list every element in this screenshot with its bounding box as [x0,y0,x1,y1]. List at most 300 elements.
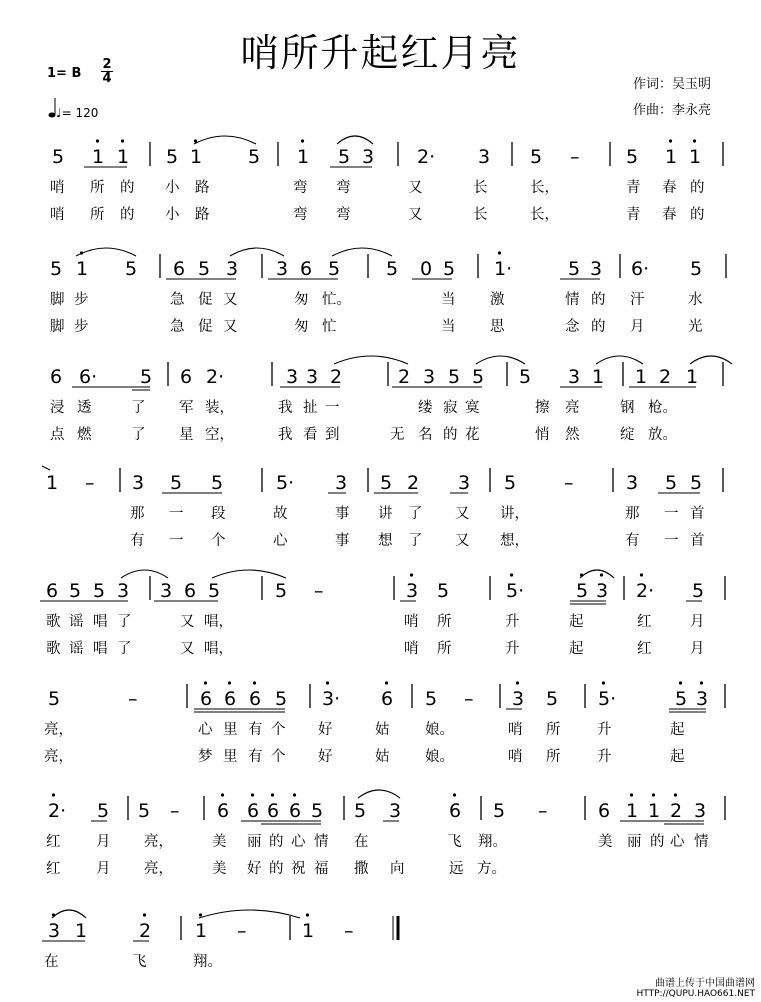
high-octave-dot [602,681,605,684]
slur [580,570,614,578]
lyric-char: 的 [269,834,284,850]
high-octave-dot [510,573,513,576]
lyric-char: 念 [565,319,580,335]
lyric-char: 激 [490,292,505,308]
lyric-char: 了 [408,506,423,522]
lyric-char: 长， [530,207,559,223]
lyric-char: 月 [96,861,111,877]
lyric-char: 段 [211,506,226,522]
slur [596,356,643,364]
lyric-char: 哨 [508,722,523,738]
lyric-char: 故 [273,506,288,522]
lyric-char: 花 [465,427,480,443]
lyric-char: 美 [598,834,613,850]
lyric-char: 撒 [354,861,369,877]
note: – [564,472,574,494]
lyric-char: 丽 [247,834,262,850]
lyric-char: 情 [565,292,580,308]
lyric-char: 哨 [50,207,65,223]
lyric-char: 的 [269,861,284,877]
high-octave-dot [228,681,231,684]
lyric-char: 然 [565,427,580,443]
high-octave-dot [453,793,456,796]
note: 5 [675,688,688,710]
high-octave-dot [669,139,672,142]
note: 3 [286,366,299,388]
lyric-char: 一 [325,400,340,416]
high-octave-dot [498,251,501,254]
high-octave-dot [121,139,124,142]
note: 3 [276,258,289,280]
lyric-char: 所 [437,614,452,630]
note: 5 [248,146,261,168]
time-signature-bottom: 4 [102,71,112,86]
note: 3· [322,688,341,710]
lyric-char: 悄 [535,427,550,443]
lyric-char: 姑 [375,749,390,765]
lyric-char: 亮， [44,749,73,765]
note: – [344,920,354,942]
lyric-char: 又 [223,319,238,335]
high-octave-dot [630,793,633,796]
lyric-char: 心 [273,533,288,549]
note: 5 [138,800,151,822]
note: 1 [76,258,89,280]
lyric-char: 的 [690,180,705,196]
lyric-char: 思 [490,319,505,335]
lyric-char: 远 [449,861,464,877]
note: 5 [166,146,179,168]
lyric-char: 丽 [627,834,642,850]
lyric-char: 星 [179,427,194,443]
note: – [570,146,580,168]
lyric-char: 里 [223,749,238,765]
lyric-char: 讲， [500,506,529,522]
lyric-char: 步 [74,319,89,335]
note: 5· [506,580,525,602]
lyric-char: 飞 [447,834,462,850]
lyric-char: 点 [50,427,65,443]
lyric-char: 歌 [46,614,61,630]
lyric-char: 军 [179,400,194,416]
lyric-char: 情 [314,834,329,850]
note: 1 [195,920,208,942]
slur [690,356,732,364]
high-octave-dot [251,793,254,796]
tempo-note-head [49,113,56,118]
lyric-char: 红 [46,834,61,850]
lyric-char: 光 [688,319,703,335]
note: – [128,688,138,710]
key-signature: 1= B [47,66,82,81]
high-octave-dot [306,913,309,916]
lyric-char: 当 [441,319,456,335]
note: 1 [46,472,59,494]
slur [358,790,400,798]
lyric-char: 忙。 [322,292,351,308]
lyric-char: 想 [378,533,393,549]
lyric-char: 缕 [418,400,433,416]
note: 6 [249,688,262,710]
note: 3 [596,580,609,602]
note: 2 [398,366,411,388]
lyric-char: 小 [165,207,180,223]
lyric-char: 月 [690,614,705,630]
lyric-char: 长 [473,207,488,223]
high-octave-dot [600,573,603,576]
lyric-char: 青 [626,180,641,196]
lyric-char: 了 [408,533,423,549]
lyric-char: 个 [271,749,286,765]
lyric-char: 浸 [50,400,65,416]
lyric-char: 的 [443,427,458,443]
lyric-char: 美 [212,834,227,850]
lyric-char: 起 [670,722,685,738]
note: 2 [139,920,152,942]
note: 6 [173,258,186,280]
lyric-char: 月 [96,834,111,850]
lyric-char: 娘。 [425,722,454,738]
note: 3 [226,258,239,280]
lyric-char: 燃 [77,427,92,443]
high-octave-dot [700,681,703,684]
lyric-char: 月 [630,319,645,335]
song-title: 哨所升起红月亮 [240,31,521,75]
lyric-char: 我 [278,427,293,443]
lyric-char: 弯 [336,180,351,196]
lyric-char: 路 [195,207,210,223]
lyric-char: 有 [248,749,263,765]
lyric-char: 翔。 [478,834,507,850]
lyric-char: 当 [441,292,456,308]
note: 5· [598,688,617,710]
note: 5 [519,366,532,388]
note: 5 [328,258,341,280]
high-octave-dot [221,793,224,796]
slur [76,248,136,256]
note: 5 [437,580,450,602]
lyric-char: 起 [670,749,685,765]
lyric-char: 亮 [565,400,580,416]
lyric-char: 那 [625,506,640,522]
note: 2 [407,472,420,494]
note: 5 [692,580,705,602]
lyric-char: 美 [212,861,227,877]
note: 6 [381,688,394,710]
note: 2· [417,146,436,168]
note: 5 [140,366,153,388]
lyric-char: 红 [46,861,61,877]
lyric-char: 一 [169,533,184,549]
note: 5 [198,258,211,280]
lyric-char: 升 [597,749,612,765]
lyric-char: 娘。 [425,749,454,765]
slur [476,356,525,364]
note: 5 [568,258,581,280]
note: 1 [297,146,310,168]
lyric-char: 亮， [144,834,173,850]
lyric-char: 谣 [69,641,84,657]
lyric-char: 促 [198,292,213,308]
lyric-char: 急 [170,319,185,335]
lyric-char: 又 [455,506,470,522]
note: 5 [275,580,288,602]
note: – [170,800,180,822]
high-octave-dot [693,139,696,142]
lyric-char: 弯 [336,207,351,223]
note: 1 [665,146,678,168]
time-signature-top: 2 [102,57,112,72]
note: 6 [449,800,462,822]
note: 5 [386,258,399,280]
slur [230,248,284,256]
lyric-char: 钢 [620,400,635,416]
note: 2 [659,366,672,388]
note: – [314,580,324,602]
note: 5 [311,800,324,822]
lyric-char: 到 [325,427,340,443]
lyric-char: 所 [546,722,561,738]
lyric-char: 扯 [303,400,318,416]
slur [121,570,168,578]
lyric-char: 月 [690,641,705,657]
note: 5 [690,258,703,280]
note: 5 [665,472,678,494]
note: 6 [598,800,611,822]
note: 3 [478,146,491,168]
lyric-char: 有 [130,533,145,549]
note: 6 [180,366,193,388]
note: 2 [330,366,343,388]
lyric-char: 一 [169,506,184,522]
lyric-char: 红 [637,614,652,630]
note: 5 [472,366,485,388]
high-octave-dot [516,681,519,684]
lyric-char: 忙 [322,319,337,335]
slur [332,248,392,256]
lyric-char: 里 [223,722,238,738]
lyric-char: 唱， [204,614,233,630]
lyric-char: 个 [271,722,286,738]
lyric-char: 好 [318,722,333,738]
lyric-char: 姑 [375,722,390,738]
note: 3 [512,688,525,710]
accent-mark [42,466,50,470]
note: 1 [635,366,648,388]
lyric-char: 哨 [50,180,65,196]
lyric-char: 好 [247,861,262,877]
lyric-char: 有 [625,533,640,549]
note: 5 [208,580,221,602]
lyric-char: 首 [690,533,705,549]
high-octave-dot [640,573,643,576]
lyric-char: 脚 [50,319,65,335]
lyric-char: 了 [131,427,146,443]
slur [334,356,408,364]
lyric-char: 好 [318,749,333,765]
lyric-char: 唱 [93,614,108,630]
note: 6 [247,800,260,822]
lyric-char: 升 [597,722,612,738]
lyric-char: 的 [120,180,135,196]
lyric-char: 起 [569,614,584,630]
note: 1 [75,920,88,942]
note: 5 [546,688,559,710]
note: 3 [696,688,709,710]
lyric-char: 唱， [204,641,233,657]
lyric-char: 我 [278,400,293,416]
lyric-char: 透 [77,400,92,416]
lyric-char: 一 [664,506,679,522]
lyricist: 作词：吴玉明 [633,77,712,92]
lyric-char: 亮， [44,722,73,738]
note: 3 [568,366,581,388]
note: 1 [686,366,699,388]
lyric-char: 祝 [291,861,306,877]
lyric-char: 又 [408,180,423,196]
note: 3 [362,146,375,168]
high-octave-dot [253,681,256,684]
note: 3 [132,472,145,494]
note: 3 [423,366,436,388]
lyric-char: 促 [198,319,213,335]
lyric-char: 方。 [477,861,506,877]
footer-line1: 曲谱上传于中国曲谱网 [655,978,755,989]
lyric-char: 在 [44,954,59,970]
lyric-char: 枪。 [648,400,677,416]
note: 5 [448,366,461,388]
note: 6 [300,258,313,280]
lyric-char: 首 [690,506,705,522]
lyric-char: 在 [354,834,369,850]
lyric-char: 的 [650,834,665,850]
slur [52,910,86,918]
note: 0 [420,258,433,280]
note: 2· [206,366,225,388]
note: 5 [338,146,351,168]
lyric-char: 擦 [535,400,550,416]
lyric-char: 心 [198,722,213,738]
note: 5 [443,258,456,280]
note: 5 [380,472,393,494]
high-octave-dot [326,681,329,684]
high-octave-dot [143,913,146,916]
lyric-char: 路 [195,180,210,196]
note: 5 [493,800,506,822]
lyric-char: 升 [505,641,520,657]
note: 3 [160,580,173,602]
lyric-char: 那 [130,506,145,522]
lyric-char: 哨 [404,614,419,630]
note: 5 [170,472,183,494]
lyric-char: 弯 [293,207,308,223]
note: 6· [631,258,650,280]
note: 6 [46,580,59,602]
note: 1 [302,920,315,942]
lyric-char: 亮， [144,861,173,877]
high-octave-dot [293,793,296,796]
note: 3 [626,472,639,494]
note: – [464,688,474,710]
note: 6· [79,366,98,388]
note: 5 [576,580,589,602]
note: 5 [504,472,517,494]
lyric-char: 福 [314,861,329,877]
lyric-char: 梦 [198,749,213,765]
lyric-char: 匆 [294,319,309,335]
note: 1 [592,366,605,388]
note: 5 [626,146,639,168]
note: 5 [97,800,110,822]
lyric-char: 升 [505,614,520,630]
note: – [538,800,548,822]
note: 3 [389,800,402,822]
note: 5 [69,580,82,602]
note: 6 [267,800,280,822]
note: 6 [217,800,230,822]
lyric-char: 看 [303,427,318,443]
note: 5 [275,688,288,710]
lyric-char: 所 [90,207,105,223]
lyric-char: 所 [90,180,105,196]
lyric-char: 匆 [294,292,309,308]
note: 5 [50,258,63,280]
lyric-char: 一 [664,533,679,549]
high-octave-dot [271,793,274,796]
note: 3 [694,800,707,822]
lyric-char: 又 [223,292,238,308]
footer-url: HTTP://QUPU.HAO661.NET [636,989,755,999]
lyric-char: 哨 [508,749,523,765]
lyric-char: 装， [205,400,234,416]
lyric-char: 又 [180,614,195,630]
note: 6 [200,688,213,710]
lyric-char: 了 [117,614,132,630]
lyric-char: 名 [418,427,433,443]
lyric-char: 歌 [46,641,61,657]
note: 3 [335,472,348,494]
lyric-char: 所 [546,749,561,765]
lyric-char: 唱 [93,641,108,657]
note: 6 [289,800,302,822]
note: 3 [117,580,130,602]
lyric-char: 春 [662,180,677,196]
lyric-char: 又 [180,641,195,657]
lyric-char: 的 [591,319,606,335]
note: 5 [530,146,543,168]
high-octave-dot [652,793,655,796]
lyric-char: 放。 [648,427,677,443]
lyric-char: 起 [569,641,584,657]
slur [194,136,256,144]
note: 5· [276,472,295,494]
high-octave-dot [679,681,682,684]
tempo-marking: ♩= 120 [56,106,99,120]
lyric-char: 翔。 [193,954,222,970]
slur [199,910,300,918]
note: 1 [92,146,105,168]
note: 1 [626,800,639,822]
lyric-char: 春 [662,207,677,223]
high-octave-dot [385,681,388,684]
note: – [237,920,247,942]
note: 1 [190,146,203,168]
note: 3 [458,472,471,494]
lyric-char: 心 [291,834,306,850]
note: 3 [306,366,319,388]
lyric-char: 寂 [443,400,458,416]
lyric-char: 青 [626,207,641,223]
